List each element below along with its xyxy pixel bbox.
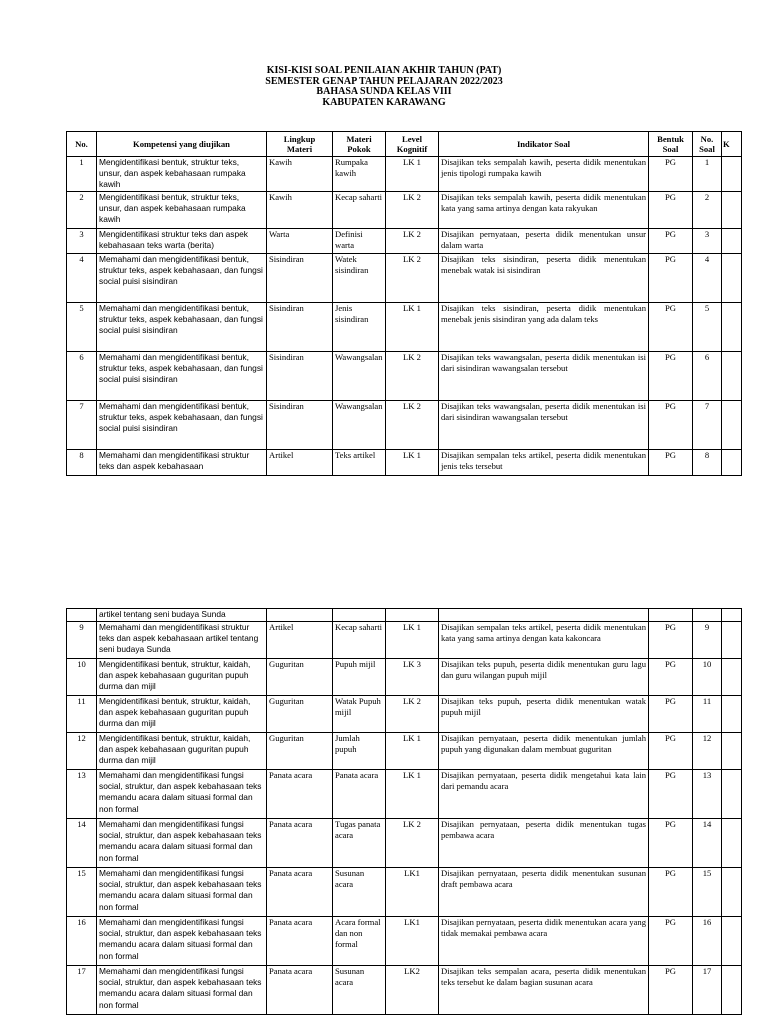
table-row xyxy=(67,352,742,401)
level-cell: LK 1 xyxy=(386,303,439,352)
materi-cell: Wawangsalan xyxy=(333,352,386,401)
nosoal-cell: 2 xyxy=(693,192,722,229)
bentuk-cell: PG xyxy=(649,770,693,819)
title-line-2: SEMESTER GENAP TAHUN PELAJARAN 2022/2023 xyxy=(265,75,503,87)
no-cell: 16 xyxy=(67,917,97,966)
indikator-cell: Disajikan teks pupuh, peserta didik menentukan guru lagu dan guru wilangan pupuh mijil xyxy=(439,659,649,696)
materi-cell: Susunan acara xyxy=(333,868,386,917)
materi-cell: Kecap saharti xyxy=(333,192,386,229)
lingkup-cell: Panata acara xyxy=(267,966,333,1015)
title-line-4: KABUPATEN KARAWANG xyxy=(322,96,446,108)
kompetensi-cell: Memahami dan mengidentifikasi bentuk, struktur teks, aspek kebahasaan, dan fungsi social puisi sisindiran xyxy=(97,352,267,401)
bentuk-cell: PG xyxy=(649,352,693,401)
materi-cell: Panata acara xyxy=(333,770,386,819)
page-break xyxy=(0,478,768,608)
materi-cell: Watek sisindiran xyxy=(333,254,386,303)
indikator-cell: Disajikan pernyataan, peserta didik menentukan unsur dalam warta xyxy=(439,229,649,254)
kunci-cell xyxy=(722,966,742,1015)
lingkup-cell: Guguritan xyxy=(267,659,333,696)
nosoal-cell: 9 xyxy=(693,622,722,659)
nosoal-cell: 16 xyxy=(693,917,722,966)
materi-cell: Pupuh mijil xyxy=(333,659,386,696)
bentuk-cell: PG xyxy=(649,401,693,450)
nosoal-cell: 8 xyxy=(693,450,722,476)
table-row-continuation xyxy=(67,609,742,622)
kunci-cell xyxy=(722,733,742,770)
no-cell: 9 xyxy=(67,622,97,659)
bentuk-cell: PG xyxy=(649,733,693,770)
no-cell: 3 xyxy=(67,229,97,254)
lingkup-cell: Guguritan xyxy=(267,696,333,733)
kompetensi-cell: Memahami dan mengidentifikasi fungsi social, struktur, dan aspek kebahasaan teks memandu acara dalam situasi formal dan non formal xyxy=(97,868,267,917)
indikator-cell: Disajikan pernyataan, peserta didik menentukan tugas pembawa acara xyxy=(439,819,649,868)
table-body-page-1 xyxy=(67,157,742,476)
indikator-cell: Disajikan sempalan teks artikel, peserta didik menentukan jenis teks tersebut xyxy=(439,450,649,476)
materi-cell: Watak Pupuh mijil xyxy=(333,696,386,733)
bentuk-cell: PG xyxy=(649,229,693,254)
materi-cell: Susunan acara xyxy=(333,966,386,1015)
table-row xyxy=(67,622,742,659)
bentuk-cell: PG xyxy=(649,868,693,917)
kunci-cell xyxy=(722,229,742,254)
level-cell: LK 2 xyxy=(386,696,439,733)
table-row xyxy=(67,254,742,303)
table-row xyxy=(67,157,742,192)
nosoal-cell: 17 xyxy=(693,966,722,1015)
level-cell: LK 1 xyxy=(386,622,439,659)
level-cell: LK 2 xyxy=(386,352,439,401)
level-cell: LK 1 xyxy=(386,733,439,770)
indikator-cell: Disajikan teks wawangsalan, peserta didik menentukan isi dari sisindiran wawangsalan tersebut xyxy=(439,401,649,450)
kunci-cell xyxy=(722,157,742,192)
indikator-cell: Disajikan teks sempalan acara, peserta didik menentukan teks tersebut ke dalam bagian susunan acara xyxy=(439,966,649,1015)
lingkup-cell: Sisindiran xyxy=(267,254,333,303)
header-materi: Materi Pokok xyxy=(333,132,386,157)
level-cell: LK 3 xyxy=(386,659,439,696)
bentuk-cell: PG xyxy=(649,254,693,303)
table-row xyxy=(67,229,742,254)
lingkup-cell: Kawih xyxy=(267,157,333,192)
table-body-page-2 xyxy=(67,609,742,1015)
no-cell: 17 xyxy=(67,966,97,1015)
bentuk-cell: PG xyxy=(649,450,693,476)
level-cell: LK 2 xyxy=(386,819,439,868)
kunci-cell xyxy=(722,303,742,352)
header-no: No. xyxy=(67,132,97,157)
lingkup-cell: Sisindiran xyxy=(267,401,333,450)
title-line-3: BAHASA SUNDA KELAS VIII xyxy=(316,86,452,97)
kunci-cell xyxy=(722,401,742,450)
kisi-kisi-table-page-1 xyxy=(66,131,742,476)
indikator-cell: Disajikan pernyataan, peserta didik menentukan susunan draft pembawa acara xyxy=(439,868,649,917)
bentuk-cell: PG xyxy=(649,622,693,659)
indikator-cell: Disajikan pernyataan, peserta didik menentukan acara yang tidak memakai pembawa acara xyxy=(439,917,649,966)
no-cell: 2 xyxy=(67,192,97,229)
nosoal-cell: 7 xyxy=(693,401,722,450)
level-cell: LK 1 xyxy=(386,770,439,819)
nosoal-cell: 15 xyxy=(693,868,722,917)
kompetensi-cell: Memahami dan mengidentifikasi bentuk, struktur teks, aspek kebahasaan, dan fungsi social puisi sisindiran xyxy=(97,401,267,450)
no-cell: 14 xyxy=(67,819,97,868)
lingkup-cell: Sisindiran xyxy=(267,303,333,352)
materi-cell: Teks artikel xyxy=(333,450,386,476)
materi-cell: Kecap saharti xyxy=(333,622,386,659)
kompetensi-cell: Mengidentifikasi bentuk, struktur, kaidah, dan aspek kebahasaan guguritan pupuh durma dan mijil xyxy=(97,659,267,696)
nosoal-cell: 14 xyxy=(693,819,722,868)
level-cell: LK 2 xyxy=(386,401,439,450)
table-header-row xyxy=(67,132,742,157)
lingkup-cell: Kawih xyxy=(267,192,333,229)
header-kompetensi: Kompetensi yang diujikan xyxy=(97,132,267,157)
lingkup-cell: Panata acara xyxy=(267,868,333,917)
bentuk-cell: PG xyxy=(649,819,693,868)
no-cell: 5 xyxy=(67,303,97,352)
no-cell: 15 xyxy=(67,868,97,917)
kompetensi-cell: artikel tentang seni budaya Sunda xyxy=(97,609,267,622)
no-cell: 12 xyxy=(67,733,97,770)
indikator-cell: Disajikan teks sempalah kawih, peserta didik menentukan kata yang sama artinya dengan kata rakyukan xyxy=(439,192,649,229)
kunci-cell xyxy=(722,696,742,733)
kunci-cell xyxy=(722,622,742,659)
indikator-cell: Disajikan pernyataan, peserta didik menentukan jumlah pupuh yang digunakan dalam membuat guguritan xyxy=(439,733,649,770)
no-cell: 10 xyxy=(67,659,97,696)
kompetensi-cell: Memahami dan mengidentifikasi bentuk, struktur teks, aspek kebahasaan, dan fungsi social puisi sisindiran xyxy=(97,303,267,352)
nosoal-cell: 11 xyxy=(693,696,722,733)
title-line-1: KISI-KISI SOAL PENILAIAN AKHIR TAHUN (PAT) xyxy=(266,65,502,76)
materi-cell: Rumpaka kawih xyxy=(333,157,386,192)
kompetensi-cell: Mengidentifikasi struktur teks dan aspek kebahasaan teks warta (berita) xyxy=(97,229,267,254)
level-cell: LK 1 xyxy=(386,157,439,192)
table-row xyxy=(67,966,742,1015)
level-cell: LK1 xyxy=(386,868,439,917)
lingkup-cell: Panata acara xyxy=(267,917,333,966)
no-cell: 4 xyxy=(67,254,97,303)
materi-cell: Definisi warta xyxy=(333,229,386,254)
nosoal-cell: 10 xyxy=(693,659,722,696)
nosoal-cell: 4 xyxy=(693,254,722,303)
kompetensi-cell: Mengidentifikasi bentuk, struktur teks, unsur, dan aspek kebahasaan rumpaka kawih xyxy=(97,157,267,192)
table-row xyxy=(67,659,742,696)
nosoal-cell: 3 xyxy=(693,229,722,254)
level-cell: LK2 xyxy=(386,966,439,1015)
bentuk-cell: PG xyxy=(649,303,693,352)
table-row xyxy=(67,733,742,770)
table-row xyxy=(67,696,742,733)
kompetensi-cell: Memahami dan mengidentifikasi fungsi social, struktur, dan aspek kebahasaan teks memandu acara dalam situasi formal dan non formal xyxy=(97,770,267,819)
header-indikator: Indikator Soal xyxy=(439,132,649,157)
materi-cell: Acara formal dan non formal xyxy=(333,917,386,966)
no-cell: 11 xyxy=(67,696,97,733)
table-row xyxy=(67,450,742,476)
indikator-cell: Disajikan teks sisindiran, peserta didik menentukan menebak watak isi sisindiran xyxy=(439,254,649,303)
level-cell: LK 2 xyxy=(386,254,439,303)
kompetensi-cell: Memahami dan mengidentifikasi fungsi social, struktur, dan aspek kebahasaan teks memandu acara dalam situasi formal dan non formal xyxy=(97,917,267,966)
nosoal-cell: 6 xyxy=(693,352,722,401)
kompetensi-cell: Memahami dan mengidentifikasi struktur teks dan aspek kebahasaan xyxy=(97,450,267,476)
lingkup-cell: Sisindiran xyxy=(267,352,333,401)
kunci-cell xyxy=(722,192,742,229)
indikator-cell: Disajikan teks sempalah kawih, peserta didik menentukan jenis tipologi rumpaka kawih xyxy=(439,157,649,192)
level-cell: LK 2 xyxy=(386,229,439,254)
bentuk-cell: PG xyxy=(649,917,693,966)
kompetensi-cell: Mengidentifikasi bentuk, struktur, kaidah, dan aspek kebahasaan guguritan pupuh durma dan mijil xyxy=(97,733,267,770)
kunci-cell xyxy=(722,450,742,476)
bentuk-cell: PG xyxy=(649,659,693,696)
indikator-cell: Disajikan sempalan teks artikel, peserta didik menentukan kata yang sama artinya dengan kata kakoncara xyxy=(439,622,649,659)
nosoal-cell: 5 xyxy=(693,303,722,352)
table-row xyxy=(67,868,742,917)
bentuk-cell: PG xyxy=(649,157,693,192)
header-lingkup: Lingkup Materi xyxy=(267,132,333,157)
materi-cell: Jenis sisindiran xyxy=(333,303,386,352)
no-cell: 13 xyxy=(67,770,97,819)
kompetensi-cell: Memahami dan mengidentifikasi bentuk, struktur teks, aspek kebahasaan, dan fungsi social puisi sisindiran xyxy=(97,254,267,303)
materi-cell: Wawangsalan xyxy=(333,401,386,450)
level-cell: LK1 xyxy=(386,917,439,966)
nosoal-cell: 13 xyxy=(693,770,722,819)
materi-cell: Jumlah pupuh xyxy=(333,733,386,770)
lingkup-cell: Panata acara xyxy=(267,819,333,868)
indikator-cell: Disajikan teks pupuh, peserta didik menentukan watak pupuh mijil xyxy=(439,696,649,733)
table-row xyxy=(67,303,742,352)
no-cell: 7 xyxy=(67,401,97,450)
lingkup-cell: Artikel xyxy=(267,450,333,476)
table-row xyxy=(67,917,742,966)
kunci-cell xyxy=(722,868,742,917)
kompetensi-cell: Memahami dan mengidentifikasi fungsi social, struktur, dan aspek kebahasaan teks memandu acara dalam situasi formal dan non formal xyxy=(97,819,267,868)
kompetensi-cell: Mengidentifikasi bentuk, struktur teks, unsur, dan aspek kebahasaan rumpaka kawih xyxy=(97,192,267,229)
table-row xyxy=(67,770,742,819)
header-nosoal: No. Soal xyxy=(693,132,722,157)
no-cell: 6 xyxy=(67,352,97,401)
header-kunci: K xyxy=(722,132,742,157)
nosoal-cell: 12 xyxy=(693,733,722,770)
bentuk-cell: PG xyxy=(649,696,693,733)
no-cell: 1 xyxy=(67,157,97,192)
lingkup-cell: Artikel xyxy=(267,622,333,659)
indikator-cell: Disajikan teks wawangsalan, peserta didik menentukan isi dari sisindiran wawangsalan tersebut xyxy=(439,352,649,401)
lingkup-cell: Guguritan xyxy=(267,733,333,770)
indikator-cell: Disajikan pernyataan, peserta didik mengetahui kata lain dari pemandu acara xyxy=(439,770,649,819)
bentuk-cell: PG xyxy=(649,966,693,1015)
kompetensi-cell: Mengidentifikasi bentuk, struktur, kaidah, dan aspek kebahasaan guguritan pupuh durma dan mijil xyxy=(97,696,267,733)
indikator-cell: Disajikan teks sisindiran, peserta didik menentukan menebak jenis sisindiran yang ada dalam teks xyxy=(439,303,649,352)
materi-cell: Tugas panata acara xyxy=(333,819,386,868)
kompetensi-cell: Memahami dan mengidentifikasi fungsi social, struktur, dan aspek kebahasaan teks memandu acara dalam situasi formal dan non formal xyxy=(97,966,267,1015)
table-row xyxy=(67,401,742,450)
kunci-cell xyxy=(722,819,742,868)
lingkup-cell: Warta xyxy=(267,229,333,254)
kunci-cell xyxy=(722,352,742,401)
table-row xyxy=(67,819,742,868)
table-row xyxy=(67,192,742,229)
lingkup-cell: Panata acara xyxy=(267,770,333,819)
header-bentuk: Bentuk Soal xyxy=(649,132,693,157)
kunci-cell xyxy=(722,917,742,966)
kunci-cell xyxy=(722,770,742,819)
level-cell: LK 2 xyxy=(386,192,439,229)
kunci-cell xyxy=(722,254,742,303)
kompetensi-cell: Memahami dan mengidentifikasi struktur teks dan aspek kebahasaan artikel tentang seni budaya Sunda xyxy=(97,622,267,659)
kunci-cell xyxy=(722,659,742,696)
no-cell: 8 xyxy=(67,450,97,476)
nosoal-cell: 1 xyxy=(693,157,722,192)
kisi-kisi-table-page-2 xyxy=(66,608,742,1015)
document-title xyxy=(0,66,768,108)
level-cell: LK 1 xyxy=(386,450,439,476)
bentuk-cell: PG xyxy=(649,192,693,229)
header-level: Level Kognitif xyxy=(386,132,439,157)
